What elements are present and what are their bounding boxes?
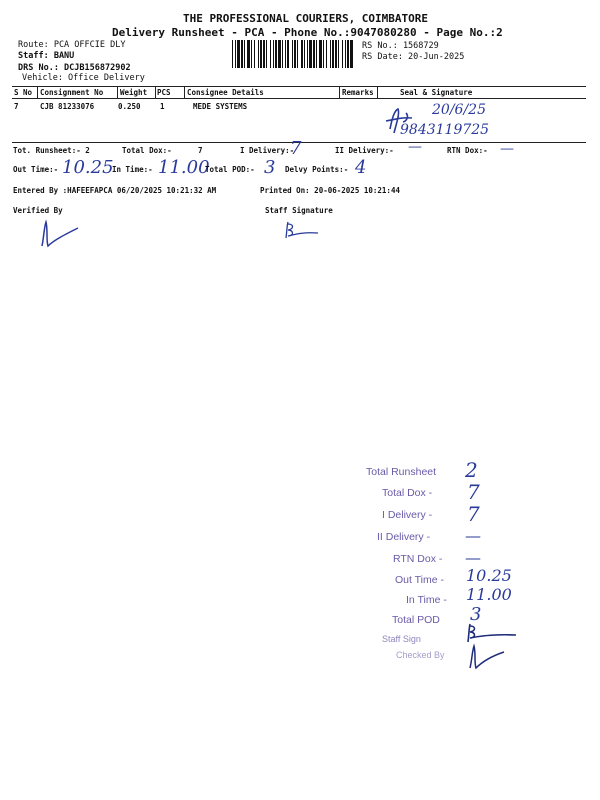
stamp-value-in-time: 11.00 (466, 585, 512, 604)
delvy-points-label: Delvy Points:- (285, 165, 349, 174)
verified-by-label: Verified By (13, 206, 63, 215)
stamp-value-total-dox: 7 (467, 480, 480, 504)
stamp-value-total-runsheet: 2 (465, 458, 478, 482)
tot-runsheet: Tot. Runsheet:- 2 (13, 146, 90, 155)
stamp-value-ii-delivery: — (465, 526, 481, 545)
entered-by: Entered By :HAFEEFAPCA 06/20/2025 10:21:32 AM (13, 186, 217, 195)
col-header-sno: S No (14, 88, 33, 97)
drs-text: DRS No.: DCJB156872902 (18, 63, 131, 73)
stamp-value-rtn-dox: — (465, 548, 481, 567)
stamp-label-out-time: Out Time - (395, 574, 445, 586)
out-time-label: Out Time:- (13, 165, 59, 174)
stamp-label-total-pod: Total POD (392, 614, 440, 626)
stamp-value-total-pod: 3 (470, 604, 482, 625)
stamp-checked-signature-icon (464, 642, 508, 672)
stamp-label-total-dox: Total Dox - (382, 487, 433, 499)
total-pod-hand: 3 (264, 157, 276, 178)
table-row-sno: 7 (14, 102, 19, 111)
stamp-value-out-time: 10.25 (466, 566, 512, 585)
stamp-label-ii-delivery: II Delivery - (377, 531, 431, 543)
stamp-label-rtn-dox: RTN Dox - (393, 553, 443, 565)
handwritten-date: 20/6/25 (432, 102, 486, 118)
stamp-label-in-time: In Time - (406, 594, 447, 606)
ii-delivery-label: II Delivery:- (335, 146, 394, 155)
col-header-consignee: Consignee Details (187, 88, 264, 97)
table-row-weight: 0.250 (118, 102, 141, 111)
printed-on: Printed On: 20-06-2025 10:21:44 (260, 186, 400, 195)
in-time-label: In Time:- (112, 165, 153, 174)
col-header-consignment: Consignment No (40, 88, 104, 97)
stamp-label-checked-by: Checked By (396, 650, 445, 660)
rs-number: RS No.: 1568729 (362, 41, 439, 51)
total-dox-label: Total Dox:- (122, 146, 172, 155)
total-dox-value: 7 (198, 146, 203, 155)
col-header-pcs: PCS (157, 88, 171, 97)
rtn-dox-label: RTN Dox:- (447, 146, 488, 155)
i-delivery-label: I Delivery:- (240, 146, 295, 155)
rtn-dox-hand: — (500, 141, 514, 157)
company-title: THE PROFESSIONAL COURIERS, COIMBATORE (183, 12, 429, 25)
verifier-signature-icon (36, 218, 82, 250)
in-time-hand: 11.00 (158, 157, 210, 178)
i-delivery-hand: 7 (290, 138, 302, 159)
stamp-label-staff-sign: Staff Sign (382, 634, 421, 644)
table-row-consignment: CJB 81233076 (40, 102, 95, 111)
table-row-pcs: 1 (160, 102, 165, 111)
stamp-label-total-runsheet: Total Runsheet (366, 466, 437, 478)
table-row-consignee: MEDE SYSTEMS (193, 102, 248, 111)
stamp-label-i-delivery: I Delivery - (382, 509, 433, 521)
barcode-icon (232, 40, 354, 68)
stamp-value-i-delivery: 7 (467, 502, 480, 526)
handwritten-phone: 9843119725 (400, 122, 490, 138)
staff-signature-label: Staff Signature (265, 206, 333, 215)
ii-delivery-hand: — (408, 139, 422, 155)
out-time-hand: 10.25 (62, 157, 114, 178)
total-pod-label: Total POD:- (205, 165, 255, 174)
staff-signature-icon (282, 220, 322, 242)
staff-text: Staff: BANU (18, 51, 75, 61)
tally-stamp (360, 458, 540, 672)
col-header-seal-signature: Seal & Signature (400, 88, 473, 97)
vehicle-text: Vehicle: Office Delivery (22, 73, 145, 83)
col-header-weight: Weight (120, 88, 148, 97)
runsheet-subtitle: Delivery Runsheet - PCA - Phone No.:9047080280 - Page No.:2 (112, 26, 503, 39)
col-header-remarks: Remarks (342, 88, 374, 97)
route-text: Route: PCA OFFCIE DLY (18, 40, 126, 50)
rs-date: RS Date: 20-Jun-2025 (362, 52, 465, 62)
delvy-points-hand: 4 (355, 157, 367, 178)
